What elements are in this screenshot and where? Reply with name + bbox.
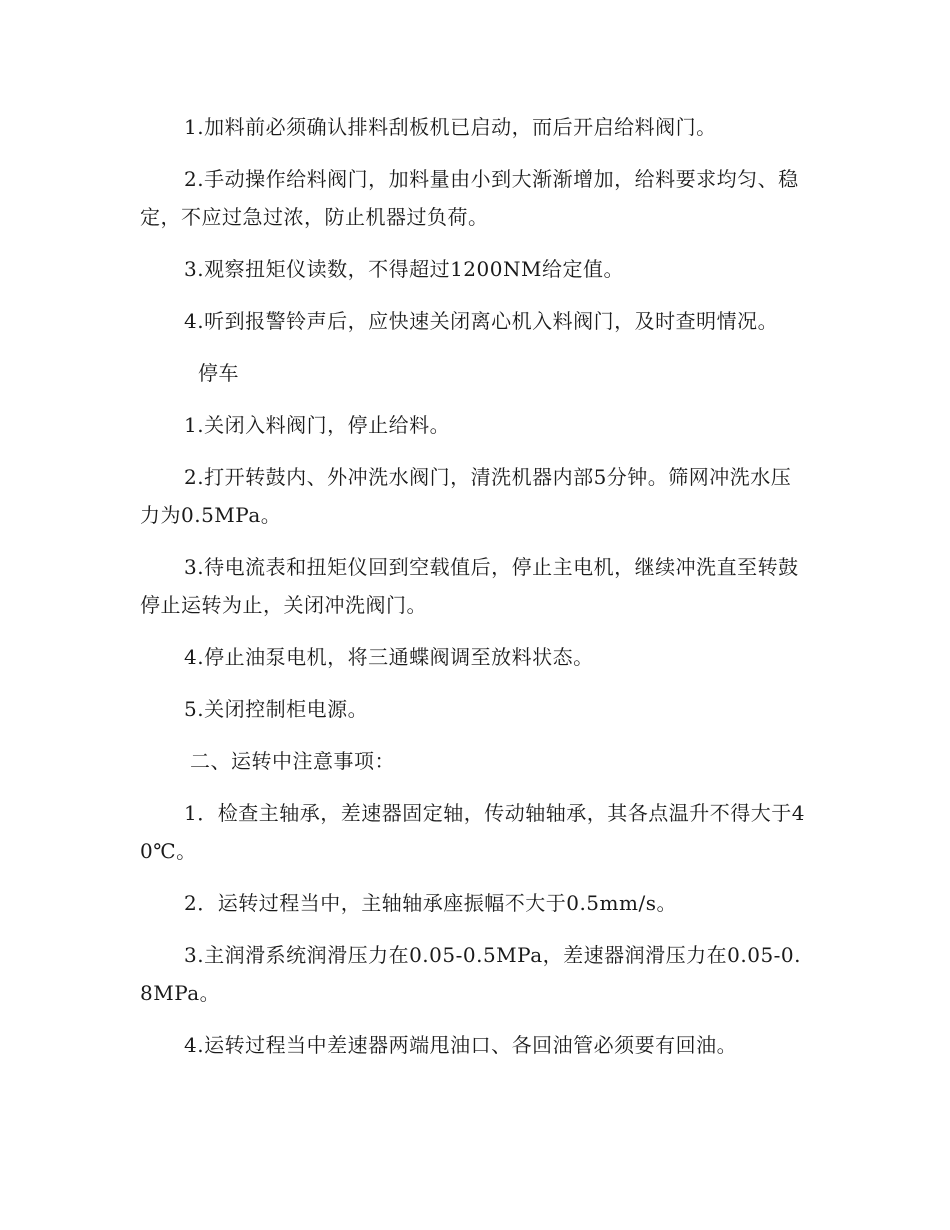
- paragraph-feed-step-3: 3.观察扭矩仪读数，不得超过1200NM给定值。: [184, 257, 624, 281]
- section-heading-stop: 停车: [198, 361, 239, 385]
- paragraph-note-2: 2．运转过程当中，主轴轴承座振幅不大于0.5mm/s。: [184, 891, 677, 915]
- paragraph-stop-step-5: 5.关闭控制柜电源。: [184, 697, 369, 721]
- paragraph-note-1: 1．检查主轴承，差速器固定轴，传动轴轴承，其各点温升不得大于40℃。: [140, 801, 805, 863]
- paragraph-stop-step-1: 1.关闭入料阀门，停止给料。: [184, 413, 451, 437]
- paragraph-note-3: 3.主润滑系统润滑压力在0.05-0.5MPa，差速器润滑压力在0.05-0.8MPa。: [140, 943, 802, 1005]
- paragraph-feed-step-1: 1.加料前必须确认排料刮板机已启动，而后开启给料阀门。: [184, 115, 717, 139]
- paragraph-feed-step-4: 4.听到报警铃声后，应快速关闭离心机入料阀门，及时查明情况。: [184, 309, 779, 333]
- paragraph-stop-step-3: 3.待电流表和扭矩仪回到空载值后，停止主电机，继续冲洗直至转鼓停止运转为止，关闭冲洗阀门。: [140, 555, 799, 617]
- document-body: [140, 108, 810, 1078]
- paragraph-feed-step-2: 2.手动操作给料阀门，加料量由小到大渐渐增加，给料要求均匀、稳定，不应过急过浓，防止机器过负荷。: [140, 167, 799, 229]
- section-heading-operation-notes: 二、运转中注意事项：: [190, 749, 395, 773]
- paragraph-stop-step-2: 2.打开转鼓内、外冲洗水阀门，清洗机器内部5分钟。筛网冲洗水压力为0.5MPa。: [140, 465, 792, 527]
- paragraph-stop-step-4: 4.停止油泵电机，将三通蝶阀调至放料状态。: [184, 645, 594, 669]
- paragraph-note-4: 4.运转过程当中差速器两端甩油口、各回油管必须要有回油。: [184, 1033, 738, 1057]
